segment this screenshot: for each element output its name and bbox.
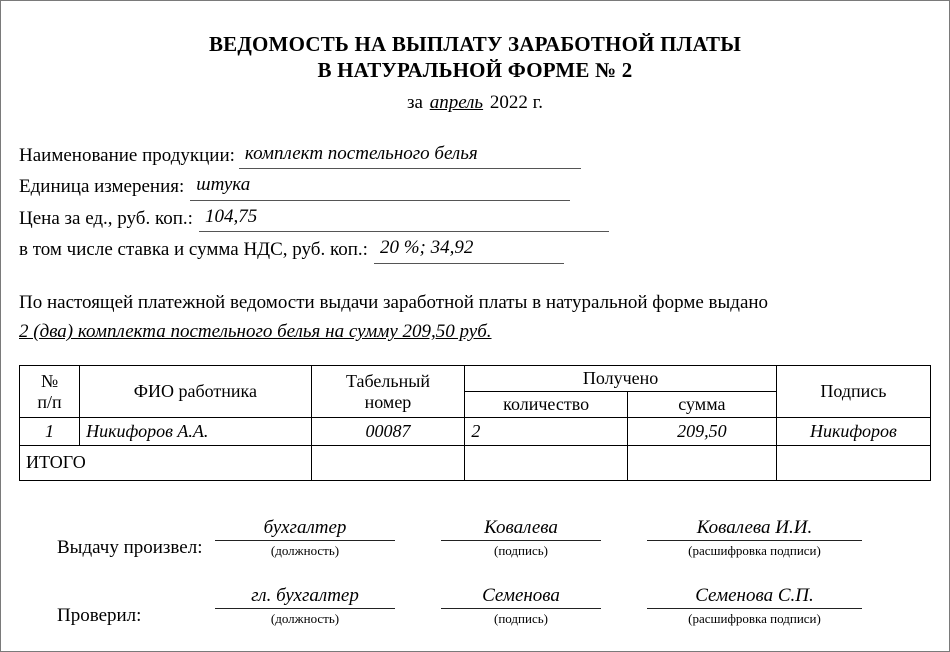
signature-decoded-issued — [647, 517, 862, 559]
th-received: Получено — [465, 366, 776, 392]
cell-fio: Никифоров А.А. — [80, 417, 312, 445]
period-prefix: за — [406, 91, 423, 113]
table-head — [20, 366, 931, 417]
signature-position-issued — [215, 517, 395, 559]
signature-position-caption-issued: (должность) — [270, 542, 340, 558]
period-year: 2022 г. — [489, 91, 543, 113]
cell-tab-number: 00087 — [311, 417, 465, 445]
signature-sign-value-issued: Ковалева — [441, 517, 601, 541]
cell-total-tab — [311, 445, 465, 480]
th-fio: ФИО работника — [80, 366, 312, 417]
signature-row-issued — [19, 517, 931, 559]
cell-signature: Никифоров — [776, 417, 930, 445]
cell-total-signature — [776, 445, 930, 480]
field-label-vat: в том числе ставка и сумма НДС, руб. коп.: — [19, 239, 368, 261]
field-row-vat — [19, 234, 931, 264]
document-body — [19, 15, 931, 637]
page-title-line-1: ВЕДОМОСТЬ НА ВЫПЛАТУ ЗАРАБОТНОЙ ПЛАТЫ — [208, 32, 742, 56]
signature-block — [19, 517, 931, 627]
cell-total-label: ИТОГО — [20, 445, 312, 480]
th-quantity: количество — [465, 392, 628, 418]
cell-total-sum — [627, 445, 776, 480]
cell-number: 1 — [20, 417, 80, 445]
signature-decoded-value-issued: Ковалева И.И. — [647, 517, 862, 541]
signature-decoded-checked — [647, 585, 862, 627]
cell-sum: 209,50 — [627, 417, 776, 445]
th-number-line1: № — [40, 370, 59, 391]
th-tab-number — [311, 366, 465, 417]
th-number — [20, 366, 80, 417]
header-fields — [19, 140, 931, 264]
signature-decoded-value-checked: Семенова С.П. — [647, 585, 862, 609]
signature-row-checked — [19, 585, 931, 627]
field-value-price: 104,75 — [199, 203, 609, 233]
signature-sign-caption-issued: (подпись) — [494, 542, 548, 558]
signature-decoded-caption-checked: (расшифровка подписи) — [688, 610, 821, 626]
table-row — [20, 417, 931, 445]
field-label-product: Наименование продукции: — [19, 144, 235, 166]
signature-position-value-checked: гл. бухгалтер — [215, 585, 395, 609]
field-label-price: Цена за ед., руб. коп.: — [19, 207, 193, 229]
field-value-vat: 20 %; 34,92 — [374, 234, 564, 264]
table-header-row — [20, 366, 931, 392]
signature-position-caption-checked: (должность) — [270, 610, 340, 626]
field-row-product — [19, 140, 931, 170]
document-title-block — [19, 31, 931, 114]
field-label-unit: Единица измерения: — [19, 176, 185, 198]
document-period — [19, 92, 931, 114]
signature-sign-issued — [441, 517, 601, 559]
signature-sign-caption-checked: (подпись) — [494, 610, 548, 626]
signature-label-checked: Проверил: — [57, 604, 142, 626]
field-value-unit: штука — [190, 171, 570, 201]
th-sum: сумма — [627, 392, 776, 418]
period-month: апрель — [429, 91, 484, 113]
signature-sign-value-checked: Семенова — [441, 585, 601, 609]
field-row-price — [19, 203, 931, 233]
signature-position-value-issued: бухгалтер — [215, 517, 395, 541]
signature-decoded-caption-issued: (расшифровка подписи) — [688, 542, 821, 558]
table-body — [20, 417, 931, 480]
page-title-line-2: В НАТУРАЛЬНОЙ ФОРМЕ № 2 — [317, 58, 633, 83]
th-tab-line2: номер — [364, 391, 412, 412]
statement-amount: 2 (два) комплекта постельного белья на сумму 209,50 руб. — [19, 321, 492, 343]
signature-label-issued: Выдачу произвел: — [57, 536, 203, 558]
field-value-product: комплект постельного белья — [239, 140, 581, 170]
signature-sign-checked — [441, 585, 601, 627]
th-signature: Подпись — [776, 366, 930, 417]
signature-position-checked — [215, 585, 395, 627]
payment-table — [19, 365, 931, 480]
th-number-line2: п/п — [37, 391, 62, 412]
table-total-row — [20, 445, 931, 480]
statement-paragraph: По настоящей платежной ведомости выдачи заработной платы в натуральной форме выдано — [19, 291, 769, 313]
cell-quantity: 2 — [465, 417, 628, 445]
field-row-unit — [19, 171, 931, 201]
th-tab-line1: Табельный — [345, 370, 430, 391]
cell-total-quantity — [465, 445, 628, 480]
